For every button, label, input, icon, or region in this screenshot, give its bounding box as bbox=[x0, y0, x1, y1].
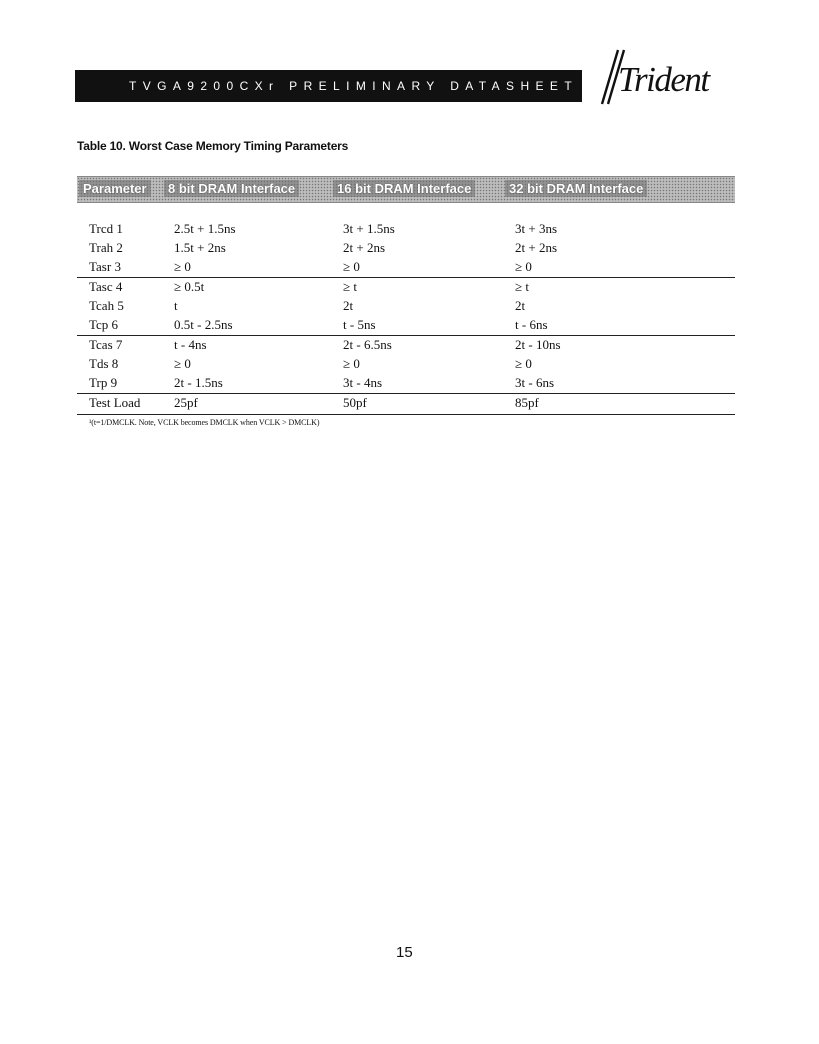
table-cell: 3t + 3ns bbox=[515, 221, 558, 236]
table-cell: ≥ t bbox=[515, 279, 529, 294]
table-cell: 3t + 1.5ns bbox=[343, 221, 395, 236]
table-cell: ≥ 0 bbox=[174, 356, 191, 371]
table-group bbox=[77, 336, 735, 394]
table-cell: Tcah 5 bbox=[89, 298, 124, 313]
table-cell: Tcp 6 bbox=[89, 317, 119, 332]
column-header-8bit: 8 bit DRAM Interface bbox=[164, 180, 299, 197]
table-cell: 2t bbox=[515, 298, 526, 313]
table-cell: Trah 2 bbox=[89, 240, 123, 255]
table-row bbox=[77, 297, 735, 316]
table-row bbox=[77, 316, 735, 335]
table-cell: Trcd 1 bbox=[89, 221, 123, 236]
table-cell: 2t + 2ns bbox=[515, 240, 558, 255]
table-cell: ≥ 0 bbox=[343, 356, 360, 371]
table-row bbox=[77, 394, 735, 414]
column-header-16bit: 16 bit DRAM Interface bbox=[333, 180, 475, 197]
banner-text: TVGA9200CXr PRELIMINARY DATASHEET bbox=[129, 79, 579, 93]
table-cell: 2t - 6.5ns bbox=[343, 337, 392, 352]
table-cell: ≥ 0.5t bbox=[174, 279, 205, 294]
table-cell: t bbox=[174, 298, 178, 313]
table-cell: Tcas 7 bbox=[89, 337, 123, 352]
table-row bbox=[77, 336, 735, 355]
table-cell: 3t - 6ns bbox=[515, 375, 554, 390]
table-cell: ≥ 0 bbox=[174, 259, 191, 274]
timing-table bbox=[77, 220, 735, 415]
table-row bbox=[77, 374, 735, 393]
table-row bbox=[77, 355, 735, 374]
table-row bbox=[77, 278, 735, 297]
table-caption: Table 10. Worst Case Memory Timing Parameters bbox=[77, 139, 349, 153]
table-cell: 0.5t - 2.5ns bbox=[174, 317, 233, 332]
table-cell: 85pf bbox=[515, 395, 539, 410]
table-group bbox=[77, 220, 735, 278]
table-cell: 2t - 10ns bbox=[515, 337, 561, 352]
table-cell: t - 5ns bbox=[343, 317, 376, 332]
table-cell: Tasr 3 bbox=[89, 259, 121, 274]
table-cell: t - 6ns bbox=[515, 317, 548, 332]
table-cell: Tasc 4 bbox=[89, 279, 123, 294]
page-number: 15 bbox=[396, 944, 413, 961]
table-cell: 2t bbox=[343, 298, 354, 313]
table-cell: 50pf bbox=[343, 395, 367, 410]
table-cell: ≥ 0 bbox=[515, 259, 532, 274]
table-cell: 2t - 1.5ns bbox=[174, 375, 223, 390]
header-banner bbox=[75, 70, 582, 102]
table-cell: 25pf bbox=[174, 395, 198, 410]
table-cell: ≥ 0 bbox=[343, 259, 360, 274]
table-group bbox=[77, 278, 735, 336]
table-cell: ≥ 0 bbox=[515, 356, 532, 371]
column-header-32bit: 32 bit DRAM Interface bbox=[505, 180, 647, 197]
table-cell: Test Load bbox=[89, 395, 141, 410]
table-cell: 2t + 2ns bbox=[343, 240, 386, 255]
table-footnote: ¹(t=1/DMCLK. Note, VCLK becomes DMCLK when VCLK > DMCLK) bbox=[89, 418, 320, 427]
table-cell: Tds 8 bbox=[89, 356, 119, 371]
table-cell: ≥ t bbox=[343, 279, 357, 294]
table-row bbox=[77, 258, 735, 277]
table-cell: 1.5t + 2ns bbox=[174, 240, 226, 255]
table-row bbox=[77, 239, 735, 258]
table-cell: 2.5t + 1.5ns bbox=[174, 221, 236, 236]
trident-logo bbox=[596, 46, 746, 108]
logo-wordmark: Trident bbox=[618, 60, 709, 99]
table-row bbox=[77, 220, 735, 239]
column-header-parameter: Parameter bbox=[79, 180, 151, 197]
table-cell: Trp 9 bbox=[89, 375, 118, 390]
table-cell: t - 4ns bbox=[174, 337, 207, 352]
table-group bbox=[77, 394, 735, 415]
table-header bbox=[77, 176, 735, 203]
table-cell: 3t - 4ns bbox=[343, 375, 382, 390]
